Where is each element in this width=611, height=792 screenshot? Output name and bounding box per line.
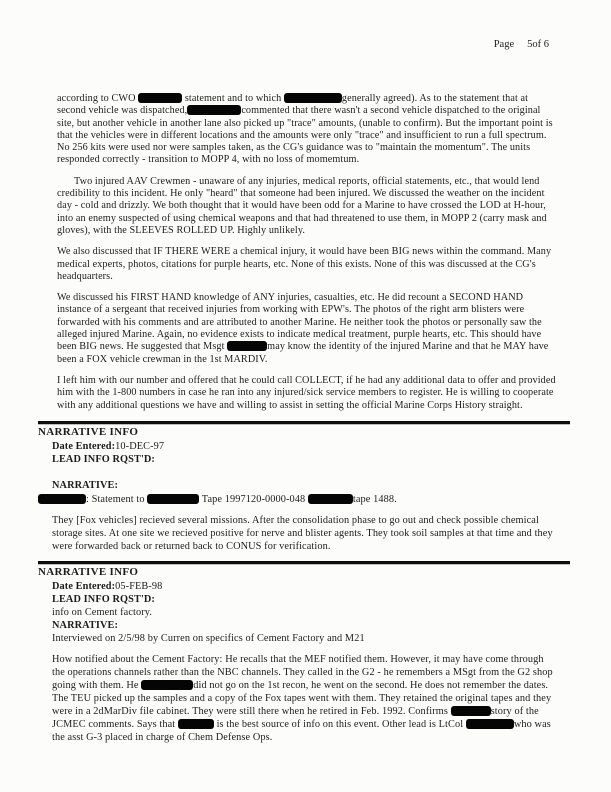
section-title: NARRATIVE INFO	[38, 425, 139, 438]
redaction-bar	[141, 680, 193, 690]
lead-info-line	[52, 453, 570, 466]
narrative-content	[52, 632, 557, 744]
paragraph: I left him with our number and offered that he could call COLLECT, if he had any additional data to offer and provided him with the 1-800 numbers in case he ran into any injured/sick service members to register. He is willing to cooperate with any additional questions we have and willing to assist in setting the official Marine Corps History straight.	[57, 374, 556, 411]
paragraph: How notified about the Cement Factory: He recalls that the MEF notified them. However, it may have come through the operations channels rather than the NBC channels. They called in the G2 - he remembers a MSgt from the G2 shop going with them. He did not go on the 1st recon, he went on the second. He does not remember the dates. The TEU picked up the samples and a copy of the Fox tapes went with them. They retained the original tapes and they were in a 2dMarDiv file cabinet. They were still there when he retired in Feb. 1992. Confirms story of the JCMEC comments. Says that is the best source of info on this event. Other lead is LtCol who was the asst G-3 placed in charge of Chem Defense Ops.	[52, 654, 553, 744]
redaction-bar	[227, 341, 267, 351]
paragraph: We also discussed that IF THERE WERE a chemical injury, it would have been BIG news within the command. Many medical experts, photos, citations for purple hearts, etc. None of this exists. None of this was discussed at the CG's headquarters.	[57, 246, 552, 282]
page-number-header	[494, 39, 549, 50]
section-divider-rule	[38, 561, 570, 564]
narrative-content	[52, 493, 557, 553]
date-entered-value: 05-FEB-98	[115, 580, 163, 592]
redaction-bar	[308, 494, 353, 504]
date-entered-line	[52, 580, 570, 593]
date-entered-line	[52, 440, 570, 453]
redaction-bar	[178, 719, 214, 729]
paragraph: We discussed his FIRST HAND knowledge of ANY injuries, casualties, etc. He did recount a SECOND HAND instance of a sergeant that received injuries from working with EPW's. The photos of the right arm blisters were forwarded with his comments and are attributed to another Marine. He neither took the photos or personally saw the alleged injured Marine. Again, no evidence exists to indicate medical treatment, purple hearts, etc. This should have been BIG news. He suggested that Msgt may know the identity of the injured Marine and that he MAY have been a FOX vehicle crewman in the 1st MARDIV.	[57, 292, 549, 365]
date-entered-label: Date Entered:	[52, 580, 116, 592]
paragraph: according to CWO statement and to which generally agreed). As to the statement that at second vehicle was dispatched, commented that there wasn't a second vehicle dispatched to the original site, but another vehicle in another lane also picked up "trace" amounts, (unable to confirm). But the important point is that the vehicles were in different locations and the amounts were only "trace" and insufficient to run a full spectrum. No 256 kits were used nor were samples taken, as the CG's guidance was to "maintain the momentum". The units responded correctly - transition to MOPP 4, with no loss of momemtum.	[57, 93, 553, 166]
redaction-bar	[284, 93, 342, 103]
section-fields	[52, 580, 570, 745]
paragraph: They [Fox vehicles] recieved several missions. After the consolidation phase to go out and check possible chemical storage sites. At one site we recieved positive for nerve and blister agents. They took soil samples at that time and they were forwarded back or returned back to CONUS for verification.	[52, 514, 553, 552]
redaction-bar	[187, 105, 241, 115]
section-title: NARRATIVE INFO	[38, 565, 139, 578]
lead-info-value: info on Cement factory.	[52, 607, 152, 619]
date-entered-value: 10-DEC-97	[115, 440, 165, 452]
narrative-label: NARRATIVE:	[52, 480, 119, 492]
page-number: 5of 6	[527, 39, 549, 50]
narrative-label-line	[52, 619, 570, 632]
redaction-bar	[138, 93, 182, 103]
narrative-section-2	[38, 561, 570, 745]
narrative-label: NARRATIVE:	[52, 620, 119, 632]
narrative-label-line	[52, 479, 570, 492]
paragraph: Two injured AAV Crewmen - unaware of any injuries, medical reports, official statements, etc., that would lend credibility to this incident. He only "heard" that someone had been injured. We discussed the weather on the incident day - cold and drizzly. We both thought that it would have been odd for a Marine to have crossed the LOD at H-hour, into an enemy suspected of using chemical weapons and that had threatened to use them, in MOPP 2 (carry mask and gloves), with the SLEEVES ROLLED UP. Highly unlikely.	[57, 175, 547, 236]
paragraph: : Statement to Tape 1997120-0000-048 tape 1488.	[38, 493, 557, 506]
redaction-bar	[147, 494, 199, 504]
redaction-bar	[451, 706, 491, 716]
report-body	[57, 93, 557, 412]
lead-info-label: LEAD INFO RQST'D:	[52, 454, 155, 466]
redaction-bar	[38, 494, 86, 504]
narrative-section-1	[38, 421, 570, 553]
lead-info-line	[52, 593, 570, 606]
lead-info-label: LEAD INFO RQST'D:	[52, 593, 155, 605]
date-entered-label: Date Entered:	[52, 440, 116, 452]
lead-info-value	[52, 466, 570, 479]
redaction-bar	[466, 719, 514, 729]
page-label: Page	[493, 39, 515, 50]
paragraph: Interviewed on 2/5/98 by Curren on specifics of Cement Factory and M21	[52, 633, 365, 645]
section-divider-rule	[38, 421, 570, 424]
section-fields	[52, 440, 570, 553]
